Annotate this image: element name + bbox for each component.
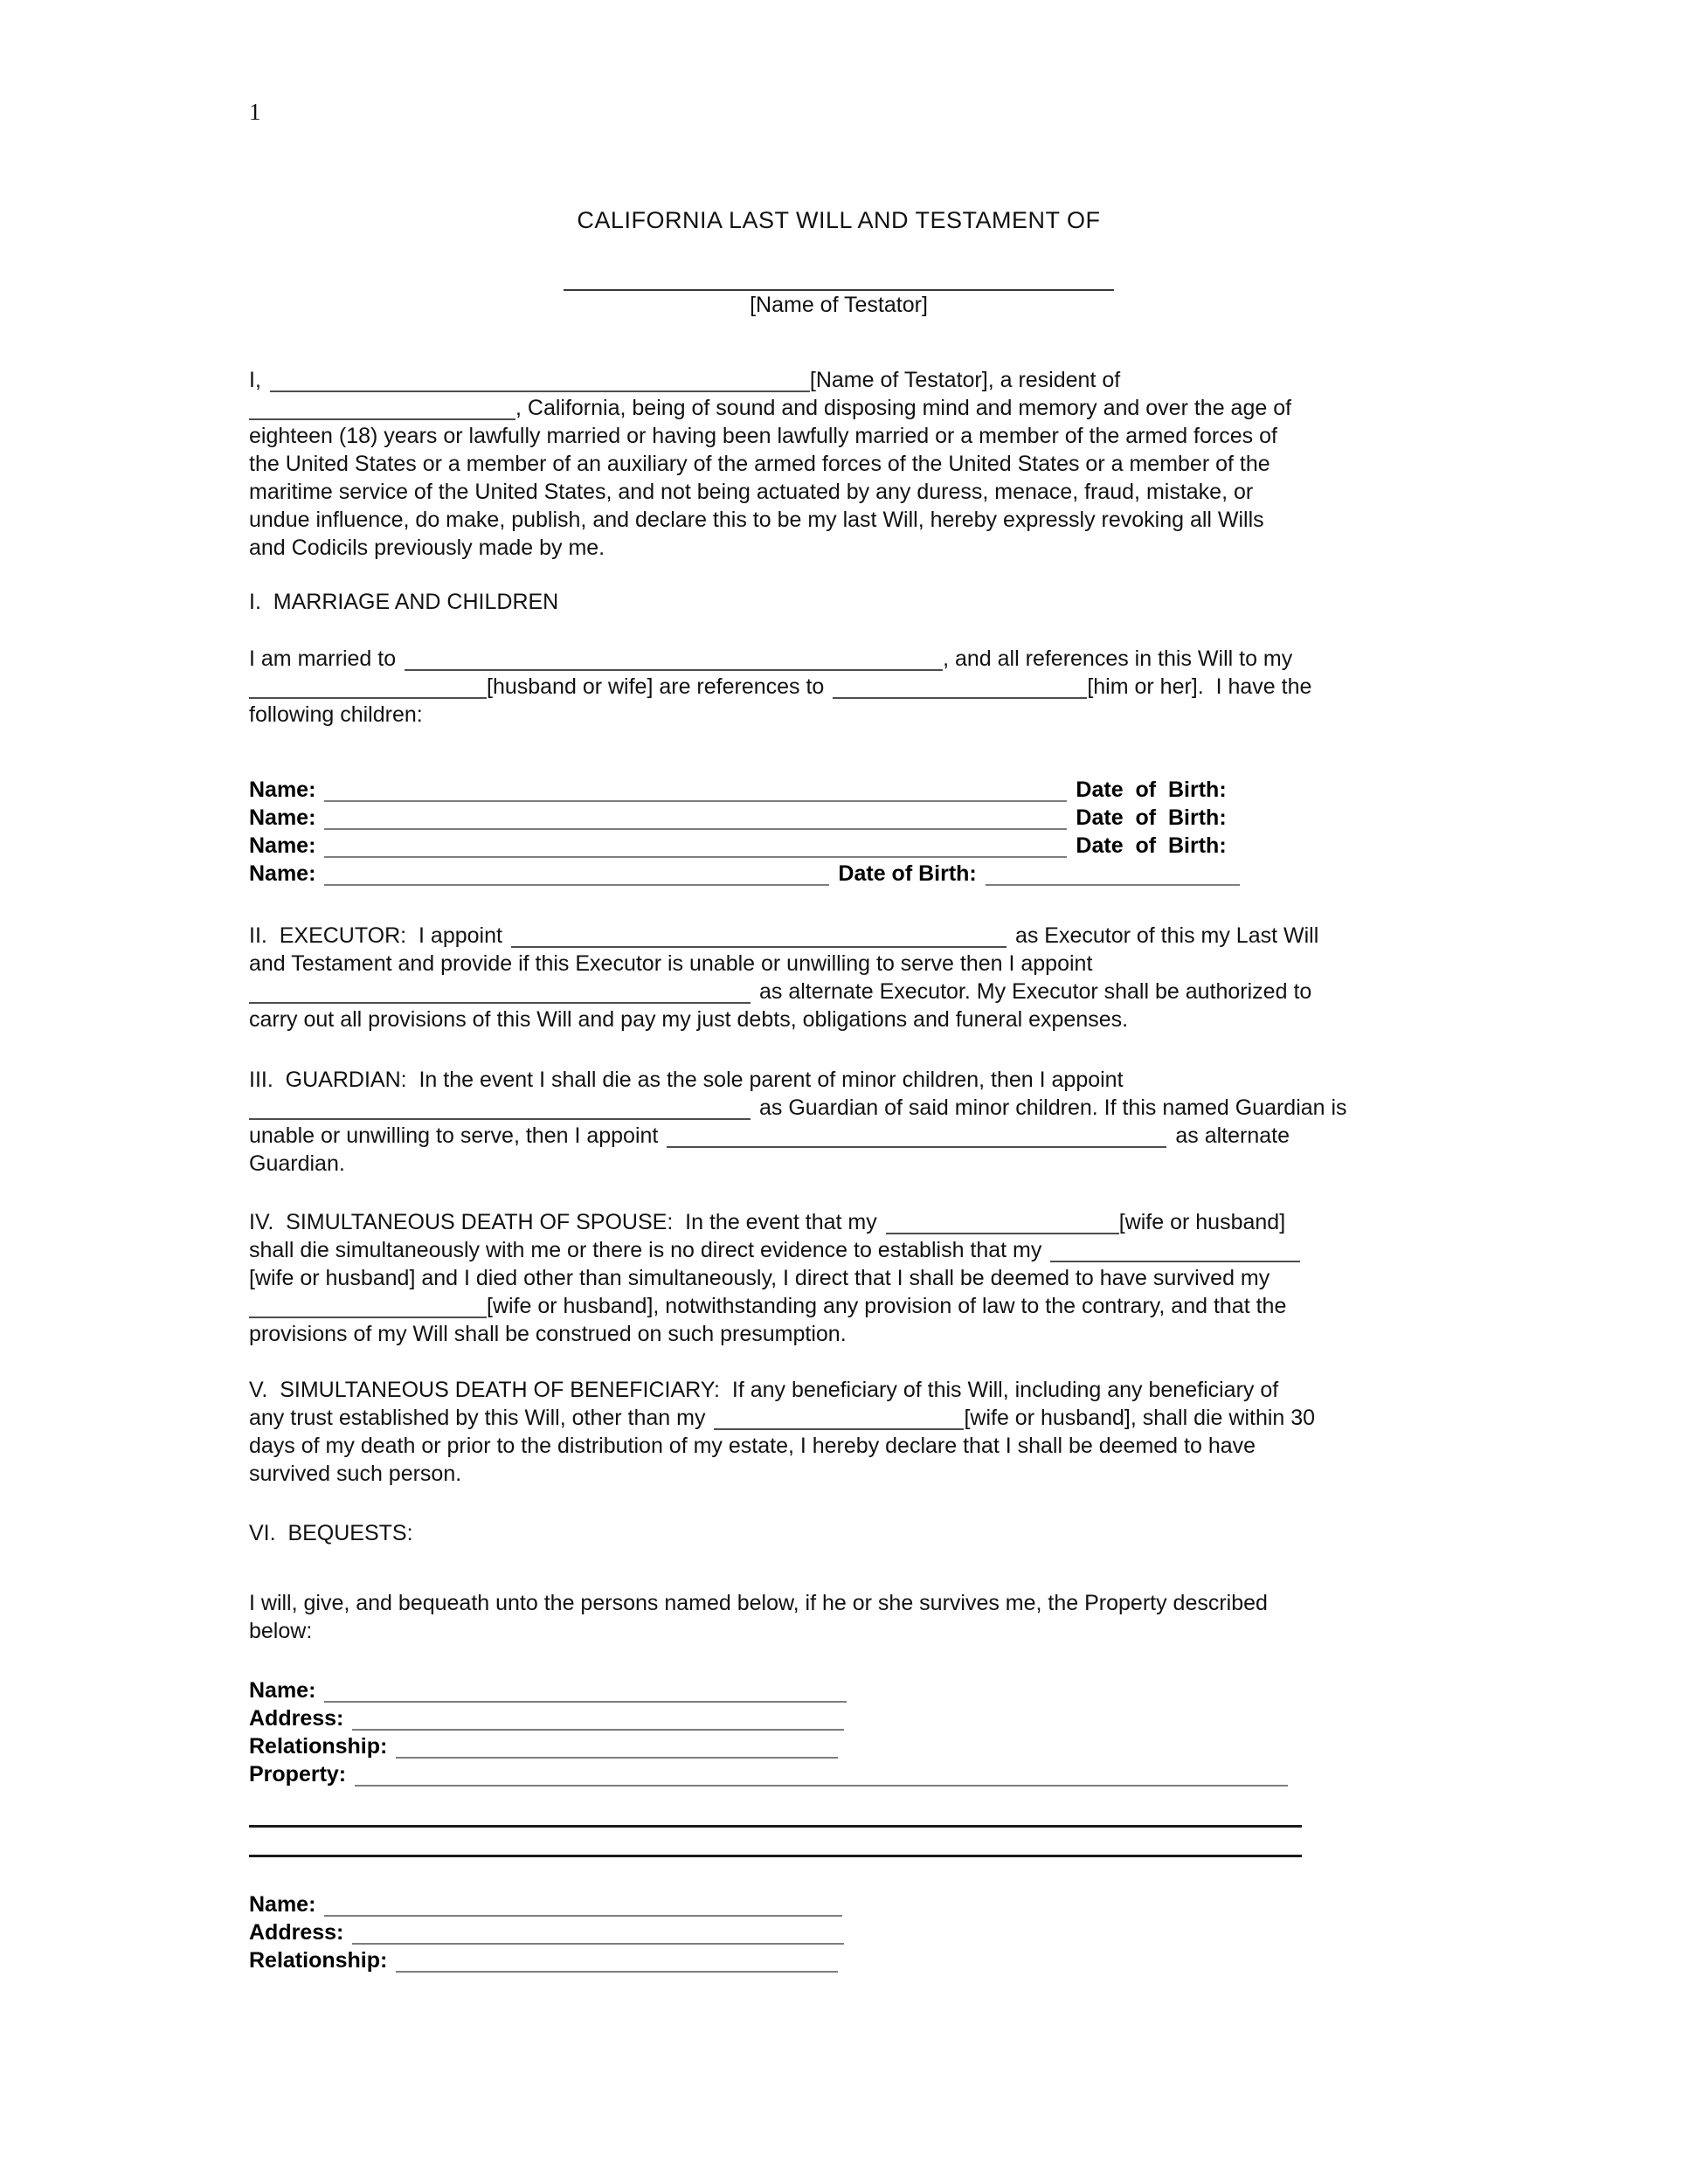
beneficiary-1-name-row [249,1676,1429,1704]
child-3-name-label: Name: [249,833,316,858]
testator-name-caption: [Name of Testator] [750,293,928,317]
child-4-name-field[interactable] [324,861,829,886]
spouse-death-line-2 [249,1236,1429,1264]
beneficiary-1-property-row [249,1760,1429,1788]
executor-name-field[interactable] [511,923,1007,948]
spouse-ref-field-2[interactable] [1050,1238,1300,1262]
guardian-line-2 [249,1094,1429,1122]
spouse-ref-field-1[interactable] [886,1210,1119,1234]
beneficiary-1-property-label: Property: [249,1762,347,1787]
beneficiary-death-line-1: V. SIMULTANEOUS DEATH OF BENEFICIARY: If any beneficiary of this Will, including any beneficiary of [249,1378,1279,1402]
beneficiary-2-name-label: Name: [249,1892,316,1917]
intro-paragraph [249,366,1429,562]
simultaneous-death-of-beneficiary-paragraph [249,1376,1429,1488]
spouse-name-field[interactable] [405,646,943,671]
intro-line-2-post: , California, being of sound and disposing mind and memory and over the age of [515,396,1292,420]
beneficiary-2-name-field[interactable] [324,1892,842,1917]
marriage-line-2 [249,673,1429,701]
bequests-intro-line-1: I will, give, and bequeath unto the persons named below, if he or she survives me, the Property described [249,1591,1268,1615]
beneficiary-2-address-field[interactable] [352,1920,844,1945]
executor-line-2: and Testament and provide if this Executor is unable or unwilling to serve then I appoint [249,951,1093,976]
document-content [249,0,1429,1974]
alternate-executor-field[interactable] [249,979,751,1004]
beneficiary-1-relationship-label: Relationship: [249,1734,388,1759]
spouse-death-line-3: [wife or husband] and I died other than simultaneously, I direct that I shall be deemed to have survived my [249,1266,1270,1290]
executor-line-1-pre: II. EXECUTOR: I appoint [249,923,502,948]
child-1-name-field[interactable] [324,778,1067,802]
beneficiary-2-relationship-field[interactable] [396,1948,838,1973]
executor-line-3-post: as alternate Executor. My Executor shall be authorized to [759,979,1312,1004]
marriage-line-1-post: , and all references in this Will to my [943,646,1293,671]
guardian-line-1: III. GUARDIAN: In the event I shall die as the sole parent of minor children, then I appoint [249,1068,1124,1092]
husband-or-wife-field[interactable] [249,674,487,699]
section-heading-bequests: VI. BEQUESTS: [249,1521,413,1545]
beneficiary-1-relationship-row [249,1732,1429,1760]
marriage-line-2-a: [husband or wife] are references to [487,674,825,699]
children-list [249,776,1429,888]
property-continuation-line-1[interactable] [249,1825,1302,1828]
executor-paragraph [249,922,1429,1033]
beneficiary-death-line-3: days of my death or prior to the distribution of my estate, I hereby declare that I shall be deemed to have [249,1434,1256,1458]
child-row-4 [249,860,1429,888]
executor-line-3 [249,978,1429,1006]
guardian-line-4: Guardian. [249,1151,345,1176]
property-continuation-line-2[interactable] [249,1855,1302,1857]
beneficiary-death-line-2-post: [wife or husband], shall die within 30 [964,1406,1316,1430]
beneficiary-2-block [249,1890,1429,1974]
spouse-death-line-5: provisions of my Will shall be construed on such presumption. [249,1322,847,1346]
testator-name-field[interactable] [270,368,810,392]
beneficiary-1-property-field[interactable] [355,1762,1288,1787]
beneficiary-2-address-row [249,1918,1429,1946]
beneficiary-death-line-2-pre: any trust established by this Will, other than my [249,1406,706,1430]
him-or-her-field[interactable] [833,674,1087,699]
child-2-name-field[interactable] [324,805,1067,830]
page-number: 1 [249,99,261,125]
spouse-death-line-1-pre: IV. SIMULTANEOUS DEATH OF SPOUSE: In the event that my [249,1210,877,1234]
beneficiary-1-name-label: Name: [249,1678,316,1703]
beneficiary-1-name-field[interactable] [324,1678,847,1703]
child-2-name-label: Name: [249,805,316,830]
beneficiary-2-relationship-label: Relationship: [249,1948,388,1973]
intro-line-6: undue influence, do make, publish, and declare this to be my last Will, hereby expressly revoking all Wills [249,508,1264,532]
guardian-line-3-pre: unable or unwilling to serve, then I appoint [249,1123,659,1148]
spouse-death-line-1 [249,1208,1429,1236]
marriage-line-1 [249,645,1429,673]
marriage-line-2-b: [him or her]. I have the [1087,674,1312,699]
beneficiary-1-block [249,1676,1429,1788]
intro-line-1-pre: I, [249,368,261,392]
executor-line-1-post: as Executor of this my Last Will [1014,923,1319,948]
spouse-death-line-1-post: [wife or husband] [1118,1210,1286,1234]
child-row-2 [249,804,1429,832]
guardian-paragraph [249,1066,1429,1178]
beneficiary-1-address-row [249,1704,1429,1732]
intro-line-3: eighteen (18) years or lawfully married or having been lawfully married or a member of the armed forces of [249,424,1277,448]
intro-line-7: and Codicils previously made by me. [249,536,605,560]
intro-line-1-post: [Name of Testator], a resident of [809,368,1121,392]
beneficiary-1-address-field[interactable] [352,1706,844,1731]
child-3-dob-label: Date of Birth: [1076,833,1227,858]
bequests-intro-paragraph [249,1589,1429,1645]
spouse-death-line-4-post: [wife or husband], notwithstanding any provision of law to the contrary, and that the [487,1294,1287,1318]
child-4-name-label: Name: [249,861,316,886]
beneficiary-1-relationship-field[interactable] [396,1734,838,1759]
intro-line-2 [249,394,1429,422]
guardian-line-2-post: as Guardian of said minor children. If this named Guardian is [759,1095,1347,1120]
child-4-dob-label: Date of Birth: [838,861,977,886]
beneficiary-2-address-label: Address: [249,1920,344,1945]
spouse-ref-field-4[interactable] [714,1406,964,1430]
child-3-name-field[interactable] [324,833,1067,858]
marriage-line-1-pre: I am married to [249,646,397,671]
beneficiary-death-line-4: survived such person. [249,1462,462,1486]
child-1-name-label: Name: [249,778,316,802]
child-row-1 [249,776,1429,804]
intro-line-5: maritime service of the United States, and not being actuated by any duress, menace, fraud, mistake, or [249,480,1254,504]
intro-line-4: the United States or a member of an auxiliary of the armed forces of the United States or a member of the [249,452,1270,476]
beneficiary-1-address-label: Address: [249,1706,344,1731]
intro-line-1 [249,366,1429,394]
bequests-intro-line-2: below: [249,1619,313,1643]
simultaneous-death-of-spouse-paragraph [249,1208,1429,1348]
spouse-death-line-2-pre: shall die simultaneously with me or there is no direct evidence to establish that my [249,1238,1042,1262]
marriage-line-3: following children: [249,702,423,727]
document-title: CALIFORNIA LAST WILL AND TESTAMENT OF [577,207,1101,233]
guardian-line-3 [249,1122,1429,1150]
section-heading-marriage: I. MARRIAGE AND CHILDREN [249,590,559,614]
spouse-death-line-4 [249,1292,1429,1320]
spouse-ref-field-3[interactable] [249,1294,487,1318]
beneficiary-death-line-2 [249,1404,1429,1432]
guardian-line-3-post: as alternate [1175,1123,1290,1148]
beneficiary-2-name-row [249,1890,1429,1918]
guardian-name-field[interactable] [249,1095,751,1120]
executor-line-4: carry out all provisions of this Will and pay my just debts, obligations and funeral expenses. [249,1007,1129,1032]
child-1-dob-label: Date of Birth: [1076,778,1227,802]
child-row-3 [249,832,1429,860]
child-4-dob-field[interactable] [986,861,1240,886]
child-2-dob-label: Date of Birth: [1076,805,1227,830]
executor-line-1 [249,922,1429,950]
beneficiary-2-relationship-row [249,1946,1429,1974]
residence-city-field[interactable] [249,396,515,420]
alternate-guardian-field[interactable] [667,1123,1166,1148]
marriage-paragraph [249,645,1429,729]
